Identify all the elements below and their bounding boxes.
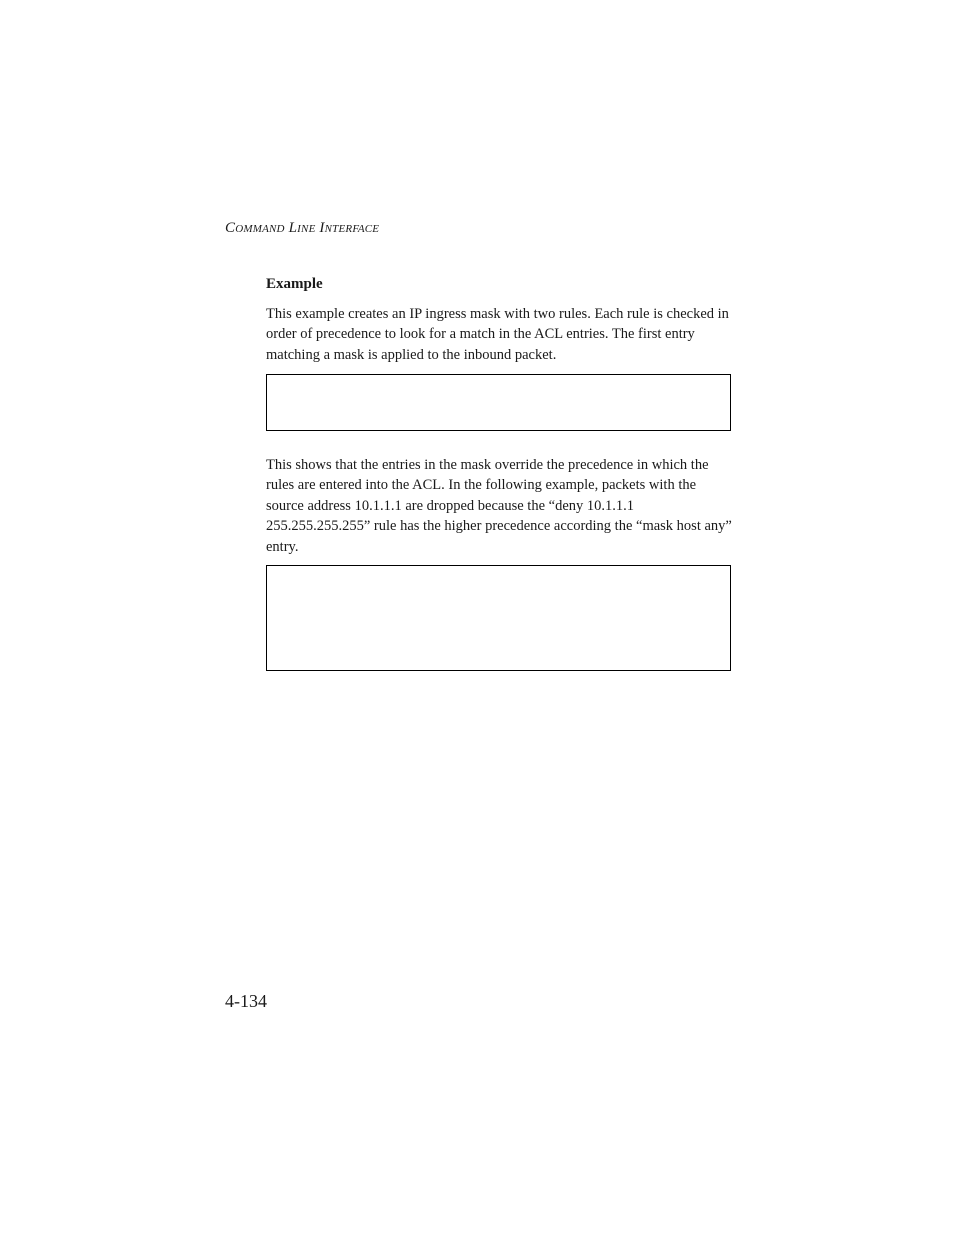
body-paragraph-precedence: This shows that the entries in the mask override the precedence in which the rules are entered into the ACL. In the following example, packets with the source address 10.1.1.1 are dropped because the “deny 10.1.1.1 255.255.255.255” rule has the higher precedence according the “mask host any” entry. [266,457,732,555]
running-header: Command Line Interface [225,220,380,236]
section-heading: Example [266,276,323,292]
code-example-box-1 [266,374,731,431]
body-paragraph-intro: This example creates an IP ingress mask with two rules. Each rule is checked in order of precedence to look for a match in the ACL entries. The first entry matching a mask is applied to the inbound packet. [266,306,729,363]
code-example-box-2 [266,565,731,671]
page-number: 4-134 [225,991,267,1011]
